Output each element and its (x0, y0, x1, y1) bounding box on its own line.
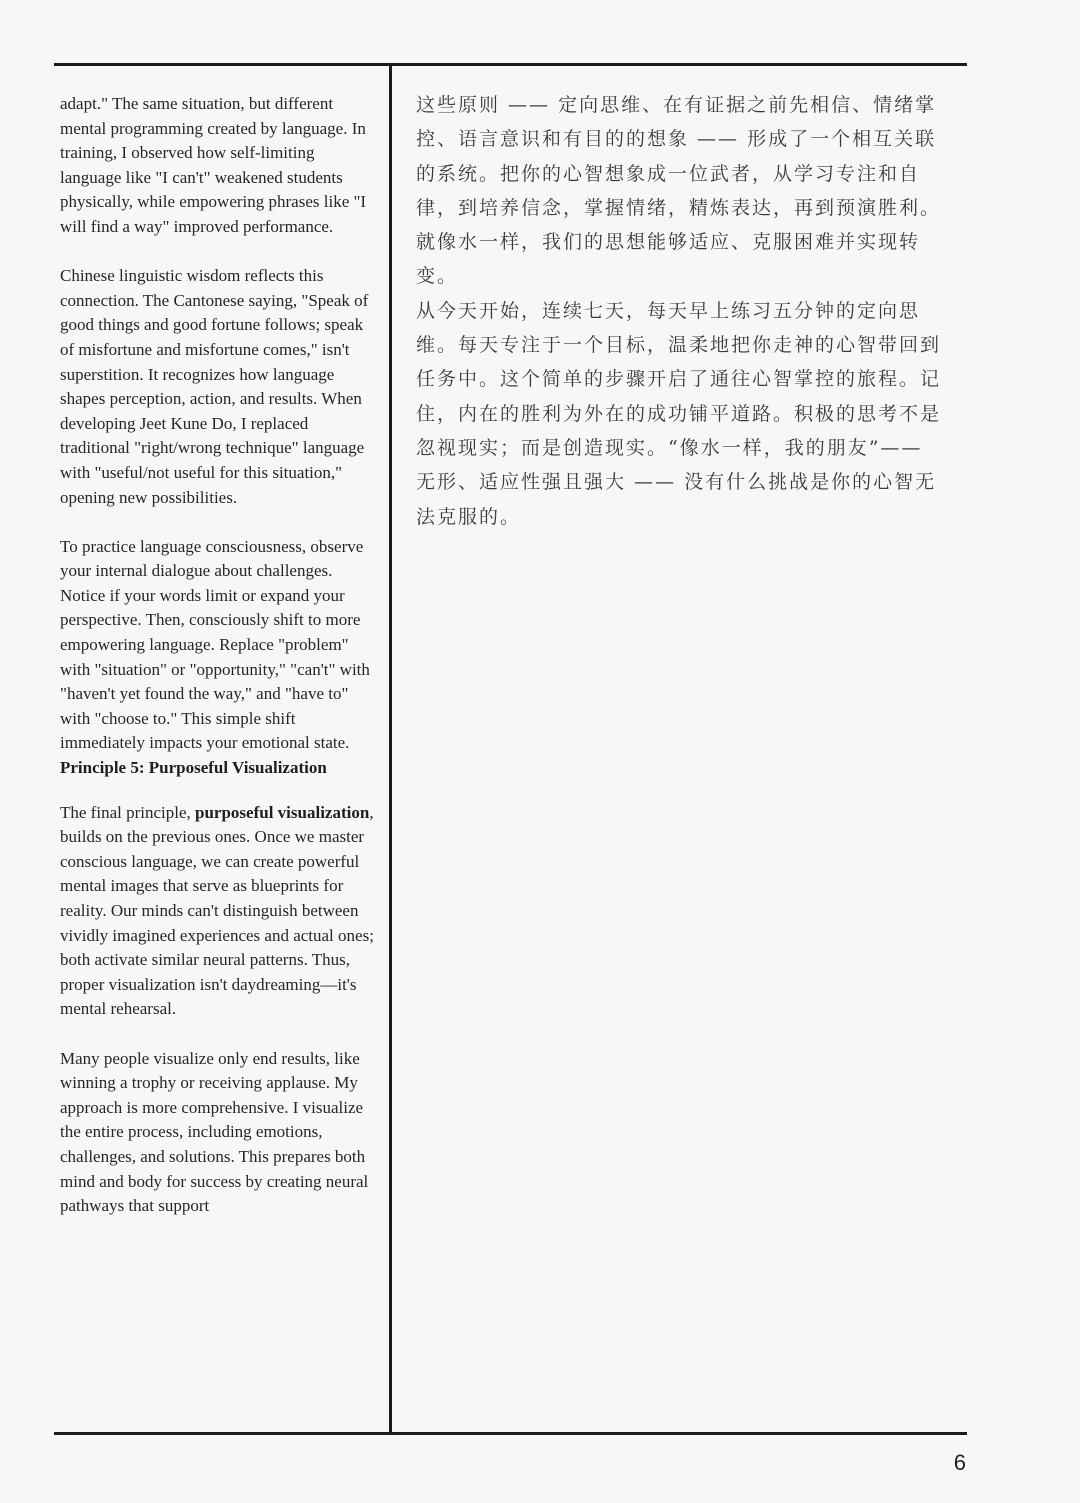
left-column (60, 92, 378, 1219)
chinese-paragraph: 这些原则 —— 定向思维、在有证据之前先相信、情绪掌控、语言意识和有目的的想象 —— 形成了一个相互关联的系统。把你的心智想象成一位武者，从学习专注和自律，到培养信念，掌握情绪，精炼表达，再到预演胜利。就像水一样，我们的思想能够适应、克服困难并实现转变。 (416, 94, 942, 288)
paragraph: Chinese linguistic wisdom reflects this connection. The Cantonese saying, "Speak of good things and good fortune follows; speak of misfortune and misfortune comes," isn't superstition. It recognizes how language shapes perception, action, and results. When developing Jeet Kune Do, I replaced traditional "right/wrong technique" language with "useful/not useful for this situation," opening new possibilities. (60, 266, 369, 507)
section-heading: Principle 5: Purposeful Visualization (60, 758, 327, 778)
paragraph (60, 801, 378, 1022)
column-divider (389, 63, 392, 1435)
paragraph: Many people visualize only end results, like winning a trophy or receiving applause. My approach is more comprehensive. I visualize the entire process, including emotions, challenges, and solutions. This prepares both mind and body for success by creating neural pathways that support (60, 1048, 369, 1216)
chinese-paragraph: 从今天开始，连续七天，每天早上练习五分钟的定向思维。每天专注于一个目标，温柔地把你走神的心智带回到任务中。这个简单的步骤开启了通往心智掌控的旅程。记住，内在的胜利为外在的成功铺平道路。积极的思考不是忽视现实；而是创造现实。“像水一样，我的朋友”—— 无形、适应性强且强大 —— 没有什么挑战是你的心智无法克服的。 (416, 299, 942, 528)
paragraph: adapt." The same situation, but different mental programming created by language. In training, I observed how self-limiting language like "I can't" weakened students physically, while empowering phrases like "I will find a way" improved performance. (60, 94, 367, 236)
page-number: 6 (953, 1450, 966, 1475)
paragraph-lead: The final principle, (60, 802, 196, 822)
bottom-rule (54, 1432, 967, 1435)
bold-term: purposeful visualization (195, 802, 370, 822)
paragraph-rest: , builds on the previous ones. Once we master conscious language, we can create powerful mental images that serve as blueprints for reality. Our minds can't distinguish between vividly imagined experiences and actual ones; both activate similar neural patterns. Thus, proper visualization isn't daydreaming—it's mental rehearsal. (60, 802, 374, 1019)
right-column (416, 88, 944, 534)
paragraph: To practice language consciousness, observe your internal dialogue about challenges. Notice if your words limit or expand your perspective. Then, consciously shift to more empowering language. Replace "problem" with "situation" or "opportunity," "can't" with "haven't yet found the way," and "have to" with "choose to." This simple shift immediately impacts your emotional state. (60, 536, 370, 753)
top-rule (54, 63, 967, 66)
